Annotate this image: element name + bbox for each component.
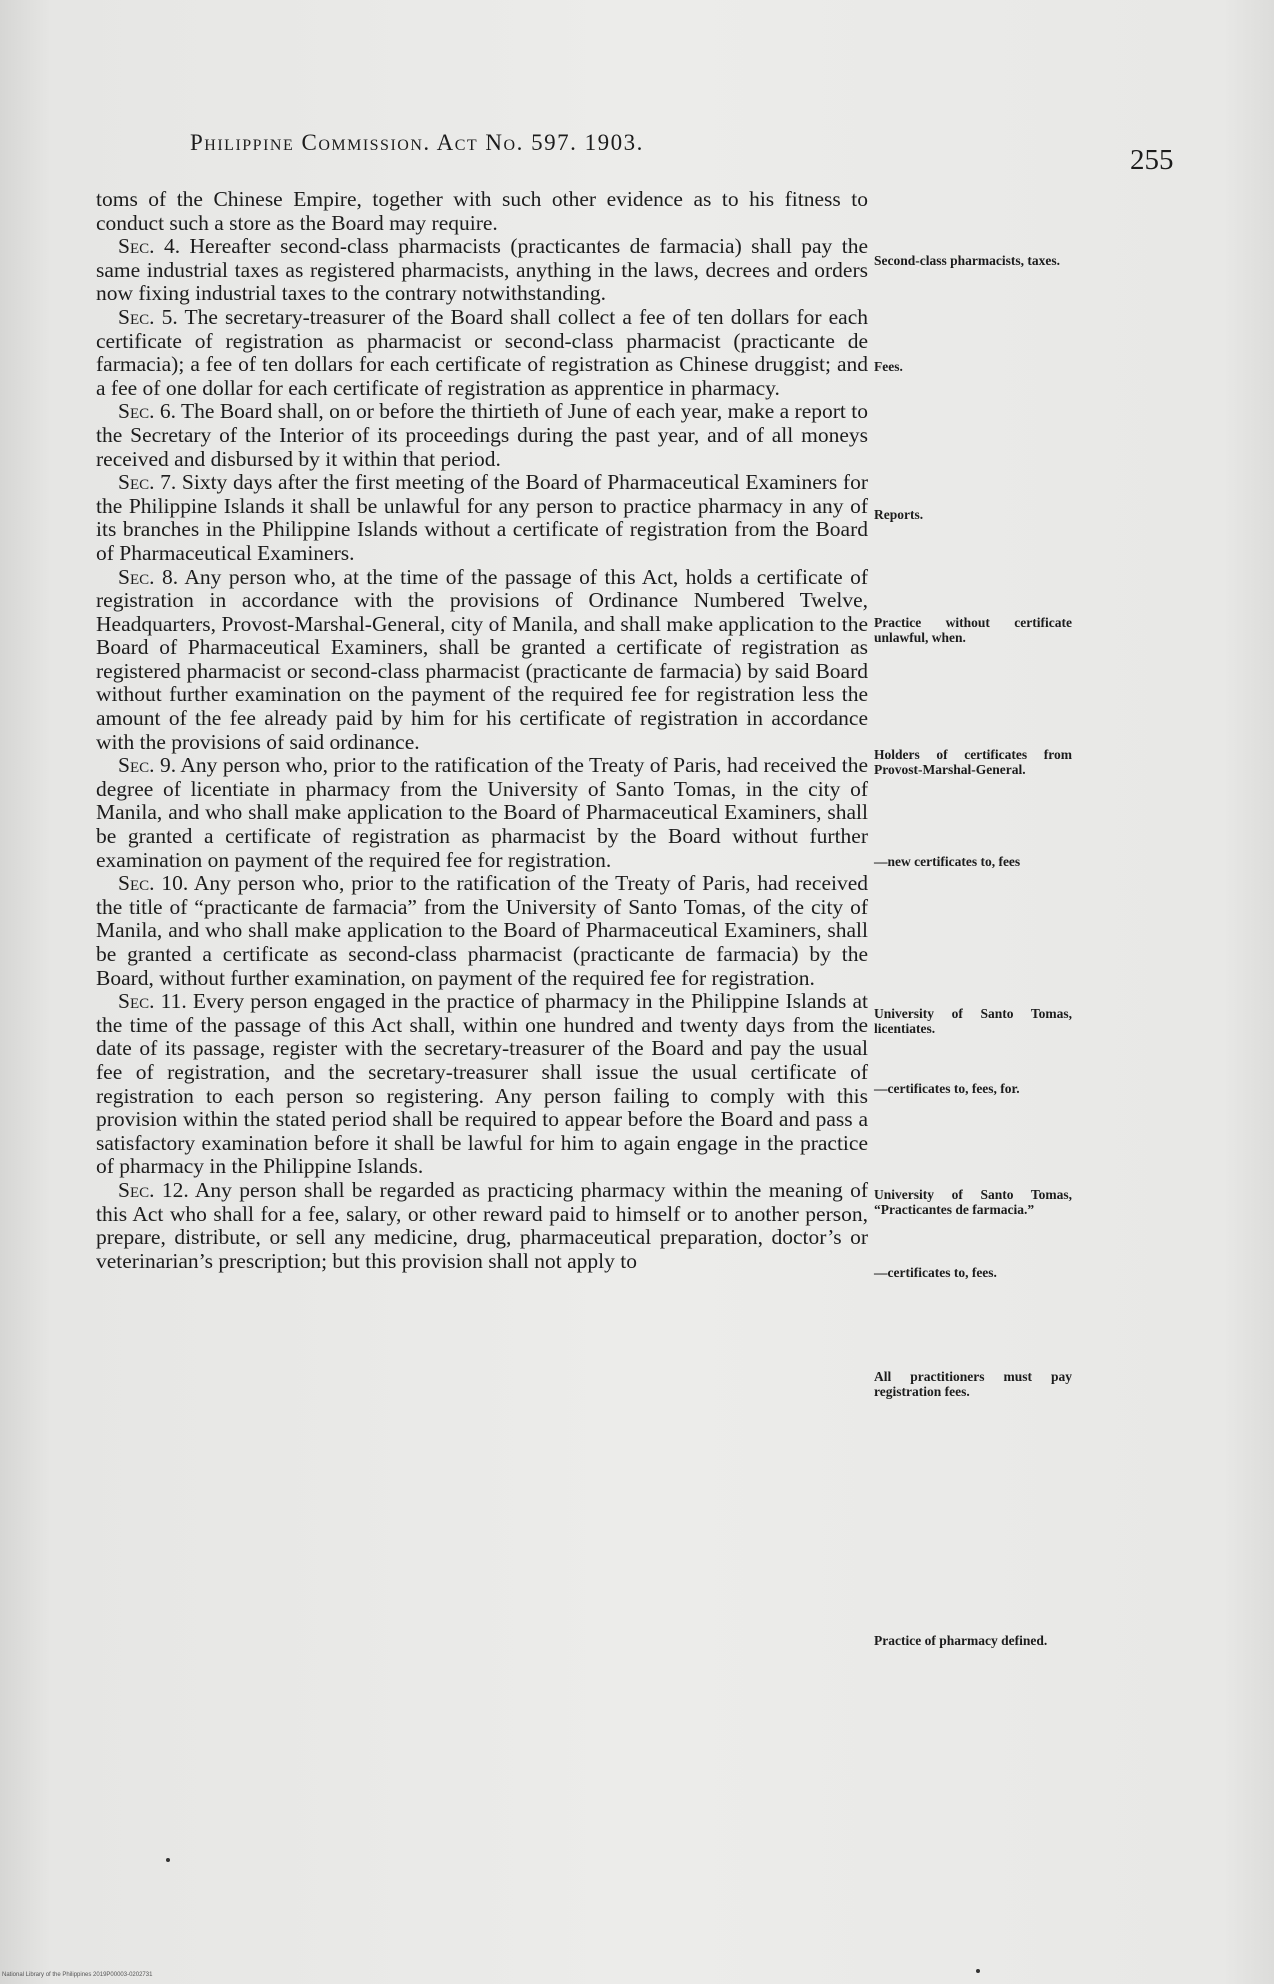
- section-7: [96, 471, 868, 565]
- section-8: [96, 566, 868, 755]
- margin-note-santo-tomas-licentiates: University of Santo Tomas, licentiates.: [874, 1006, 1072, 1036]
- section-label: Sec. 5.: [118, 304, 178, 329]
- running-header: Philippine Commission. Act No. 597. 1903.: [190, 130, 644, 155]
- section-label: Sec. 10.: [118, 871, 189, 896]
- section-label: Sec. 4.: [118, 234, 181, 259]
- section-text: Sixty days after the first meeting of the Board of Pharmaceutical Examiners for the Philippine Islands it shall be unlawful for any person to practice pharmacy in any of its branches in the Philippine Islands without a certificate of registration from the Board of Pharmaceutical Examiners.: [96, 470, 869, 565]
- section-text: The Board shall, on or before the thirtieth of June of each year, make a report to the Secretary of the Interior of its proceedings during the past year, and of all moneys received and disbursed by it within that period.: [96, 399, 868, 471]
- margin-note-all-practitioners: All practitioners must pay registration fees.: [874, 1369, 1072, 1399]
- section-6: [96, 400, 868, 471]
- section-10: [96, 872, 868, 990]
- section-label: Sec. 8.: [118, 564, 179, 589]
- margin-note-certificates-fees-2: —certificates to, fees.: [874, 1265, 997, 1280]
- margin-note-second-class-taxes: Second-class pharmacists, taxes.: [874, 253, 1060, 268]
- section-9: [96, 754, 868, 872]
- section-text: Any person who, at the time of the passage of this Act, holds a certificate of registration in accordance with the provisions of Ordinance Numbered Twelve, Headquarters, Provost-Marshal-General, city of Manila, and shall make application to the Board of Pharmaceutical Examiners, shall be granted a certificate of registration as registered pharmacist or second-class pharmacist (practicante de farmacia) by said Board without further examination on the payment of the required fee for registration less the amount of the fee already paid by him for his certificate of registration in accordance with the provisions of said ordinance.: [96, 564, 868, 754]
- section-text: Any person who, prior to the ratification of the Treaty of Paris, had received the degree of licentiate in pharmacy from the University of Santo Tomas, in the city of Manila, and who shall make application to the Board of Pharmaceutical Examiners, shall be granted a certificate of registration as pharmacist by the Board without further examination on payment of the required fee for registration.: [96, 753, 868, 872]
- section-text: Every person engaged in the practice of pharmacy in the Philippine Islands at the time of the passage of this Act shall, within one hundred and twenty days from the date of its passage, register with the secretary-treasurer of the Board and pay the usual fee of registration, and the secretary-treasurer shall issue the usual certificate of registration to each person so registering. Any person failing to comply with this provision within the stated period shall be required to appear before the Board and pass a satisfactory examination before it shall be lawful for him to again engage in the practice of pharmacy in the Philippine Islands.: [96, 989, 869, 1179]
- margin-note-practice-defined: Practice of pharmacy defined.: [874, 1633, 1048, 1648]
- section-12: [96, 1179, 868, 1273]
- section-11: [96, 990, 868, 1179]
- section-text: The secretary-treasurer of the Board shall collect a fee of ten dollars for each certificate of registration as pharmacist or second-class pharmacist (practicante de farmacia); a fee of ten dollars for each certificate of registration as Chinese druggist; and a fee of one dollar for each certificate of registration as apprentice in pharmacy.: [96, 304, 868, 400]
- scan-credit-footer: National Library of the Philippines 2019P00003-0202731: [2, 1972, 153, 1978]
- scan-speck: [976, 1969, 980, 1973]
- margin-note-new-certificates: —new certificates to, fees: [874, 854, 1021, 869]
- section-4: [96, 235, 868, 306]
- margin-note-certificates-fees: —certificates to, fees, for.: [874, 1081, 1020, 1096]
- section-label: Sec. 9.: [118, 753, 177, 778]
- margin-note-holders-of-certificates: Holders of certificates from Provost-Marshal-General.: [874, 747, 1072, 777]
- section-label: Sec. 12.: [118, 1177, 189, 1202]
- section-label: Sec. 11.: [118, 989, 187, 1014]
- section-label: Sec. 7.: [118, 470, 177, 495]
- continuation-paragraph: toms of the Chinese Empire, together with such other evidence as to his fitness to conduct such a store as the Board may require.: [96, 187, 868, 235]
- section-label: Sec. 6.: [118, 399, 177, 424]
- section-text: Any person who, prior to the ratification of the Treaty of Paris, had received the title of “practicante de farmacia” from the University of Santo Tomas, of the city of Manila, and who shall make application to the Board of Pharmaceutical Examiners, shall be granted a certificate as second-class pharmacist (practicante de farmacia) by the Board, without further examination, on payment of the required fee for registration.: [96, 871, 869, 990]
- page-number: 255: [1130, 144, 1174, 176]
- margin-note-practice-without-certificate: Practice without certificate unlawful, when.: [874, 615, 1072, 645]
- margin-note-reports: Reports.: [874, 507, 924, 522]
- section-text: Hereafter second-class pharmacists (practicantes de farmacia) shall pay the same industrial taxes as registered pharmacists, anything in the laws, decrees and orders now fixing industrial taxes to the contrary notwithstanding.: [96, 234, 869, 306]
- section-5: [96, 306, 868, 400]
- act-body-text: [96, 188, 868, 1273]
- scan-speck: [166, 1858, 170, 1862]
- margin-note-fees: Fees.: [874, 359, 903, 374]
- section-text: Any person shall be regarded as practicing pharmacy within the meaning of this Act who shall for a fee, salary, or other reward paid to himself or to another person, prepare, distribute, or sell any medicine, drug, pharmaceutical preparation, doctor’s or veterinarian’s prescription; but this provision shall not apply to: [96, 1177, 868, 1273]
- margin-note-santo-tomas-practicantes: University of Santo Tomas, “Practicantes de farmacia.”: [874, 1187, 1072, 1217]
